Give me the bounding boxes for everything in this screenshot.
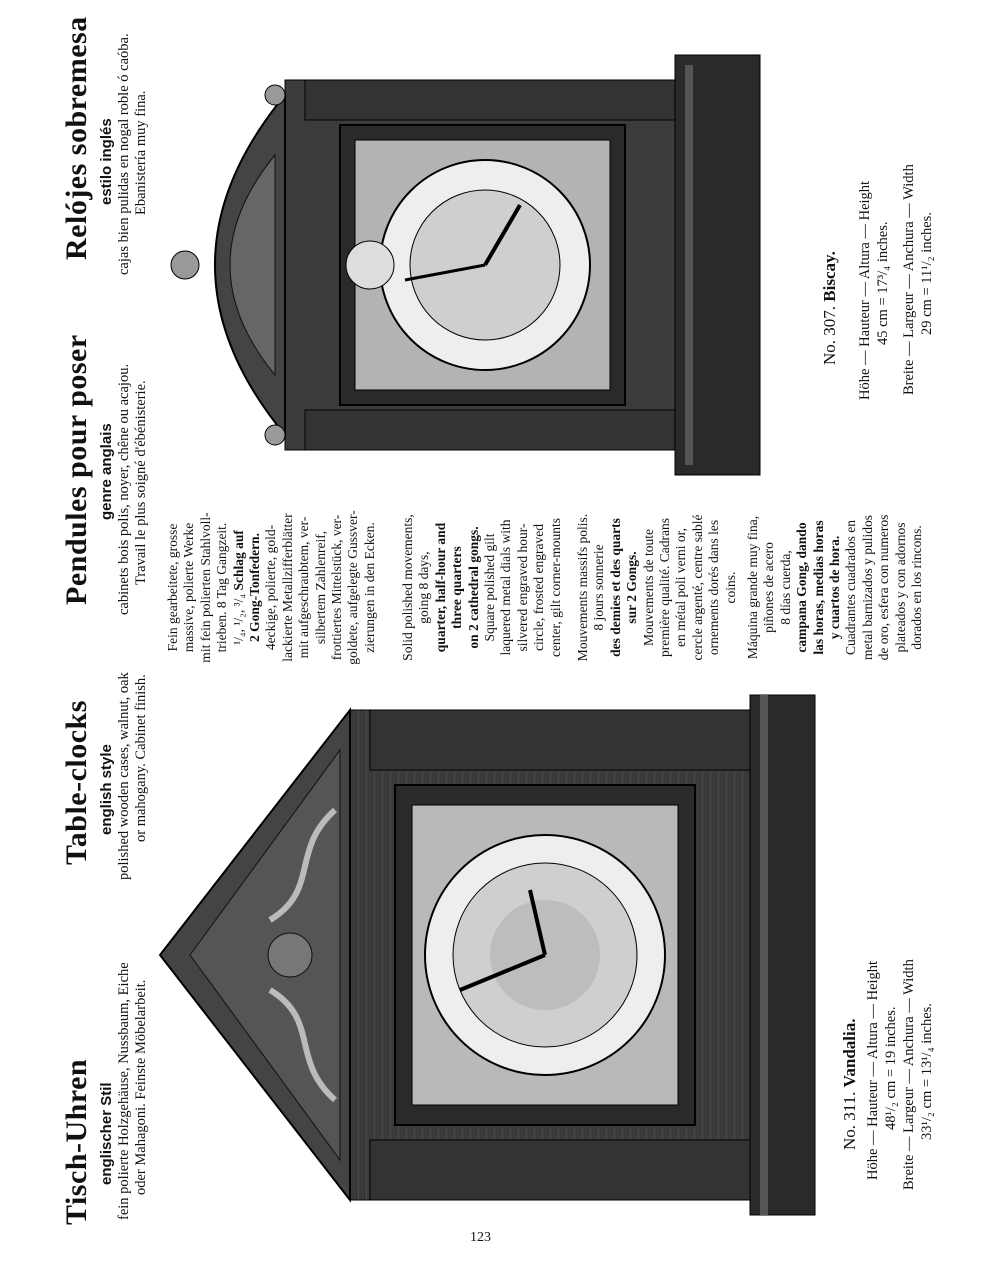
biscay-height-label: Höhe — Hauteur — Altura — Height — [857, 180, 873, 400]
spanish-line — [794, 500, 810, 675]
english-line: going 8 days, — [416, 551, 432, 624]
english-line: laquered metal dials with — [498, 519, 514, 656]
english-line: circle, frosted engraved — [531, 523, 547, 652]
biscay-height-value: 45 cm = 17³/₄ inches. — [875, 221, 891, 345]
biscay-model-line — [820, 251, 840, 365]
desc-relojes-1: cajas bien pulidas en nogal roble ó caóba. — [116, 33, 132, 275]
french-line: Mouvements massifs polis. — [575, 513, 590, 662]
german-description — [165, 500, 378, 675]
french-line: coins. — [722, 571, 738, 604]
desc-tisch-1: fein polierte Holzgehäuse, Nussbaum, Eiche — [116, 962, 132, 1220]
german-line: zierungen in den Ecken. — [361, 522, 377, 653]
spanish-line: piñones de acero — [761, 542, 777, 633]
subtitle-tisch: englischer Stil — [98, 1082, 115, 1185]
subtitle-table: english style — [98, 744, 115, 835]
spanish-line — [811, 500, 827, 675]
spanish-bold: las horas, medias horas — [810, 520, 826, 655]
french-line: 8 jours sonnerie — [591, 544, 607, 631]
english-line — [466, 500, 482, 675]
title-relojes: Relójes sobremesa — [60, 16, 93, 260]
vandalia-height-value: 48¹/₂ cm = 19 inches. — [883, 1006, 899, 1130]
english-bold: three quarters — [449, 546, 465, 629]
clock-biscay-illustration — [165, 35, 775, 495]
biscay-width-label: Breite — Largeur — Anchura — Width — [901, 164, 917, 395]
spanish-line: dorados en los rincons. — [909, 525, 925, 650]
vandalia-name: Vandalia. — [840, 1018, 859, 1088]
spanish-description — [745, 500, 925, 675]
spanish-line: plateados y con adornos — [892, 522, 908, 653]
spanish-line: de oro, esfera con numeros — [876, 514, 892, 661]
english-description — [400, 500, 564, 675]
title-table: Table-clocks — [60, 700, 93, 865]
desc-pendules-1: cabinets bois polis, noyer, chêne ou acajou. — [116, 363, 132, 615]
spanish-bold: campana Gong, dando — [794, 522, 810, 653]
spanish-line: metal barnizados y pulidos — [859, 514, 875, 661]
german-strike: Schlag auf — [230, 530, 246, 591]
german-line: massive, polierte Werke — [181, 522, 197, 653]
english-bold: on 2 cathedral gongs. — [465, 526, 481, 649]
spanish-line: Máquina grande muy fina, — [745, 515, 760, 660]
german-line: lackierte Metallzifferblätter — [279, 513, 295, 662]
french-line: ornements dorés dans les — [706, 519, 722, 656]
german-gong: 2 Gong-Tonfedern. — [247, 533, 263, 643]
desc-relojes-2: Ebanistería muy fina. — [133, 90, 149, 215]
german-line: mit aufgeschraubtem, ver- — [296, 516, 312, 659]
german-line: 4eckige, polierte, gold- — [263, 524, 279, 651]
subtitle-pendules: genre anglais — [98, 423, 115, 520]
french-line: cercle argenté, centre sablé — [689, 514, 705, 661]
subtitle-relojes: estilo inglés — [98, 118, 115, 205]
german-line: mit fein polierten Stahlvoll- — [197, 512, 213, 663]
english-line: center, gilt corner-mounts — [547, 518, 563, 658]
german-line: Fein gearbeitete, grosse — [165, 523, 180, 652]
desc-pendules-2: Travail le plus soigné d'ébénisterie. — [133, 380, 149, 585]
german-line: silbertem Zahlenreif, — [312, 530, 328, 645]
spanish-bold: y cuartos de hora. — [827, 535, 843, 640]
vandalia-width-label: Breite — Largeur — Anchura — Width — [901, 959, 917, 1190]
german-line: frottiertes Mittelstück, ver- — [329, 514, 345, 661]
spanish-line: Cuadrantes cuadrados en — [843, 520, 859, 655]
english-line: Square polished gilt — [482, 533, 498, 642]
vandalia-height-label: Höhe — Hauteur — Altura — Height — [865, 960, 881, 1180]
french-line — [608, 500, 624, 675]
french-description — [575, 500, 739, 675]
title-tisch: Tisch-Uhren — [60, 1058, 93, 1225]
desc-table-1: polished wooden cases, walnut, oak — [116, 672, 132, 880]
english-line: silvered engraved hour- — [514, 523, 530, 652]
page-number: 123 — [470, 1230, 491, 1245]
english-bold: quarter, half-hour and — [432, 522, 448, 653]
english-line — [433, 500, 449, 675]
spanish-line — [827, 500, 843, 675]
vandalia-model-number: No. 311. — [840, 1091, 859, 1150]
french-line — [624, 500, 640, 675]
spanish-line: 8 días cuerda, — [777, 550, 793, 625]
german-line — [247, 500, 263, 675]
biscay-name: Biscay. — [820, 251, 839, 302]
english-line — [449, 500, 465, 675]
desc-table-2: or mahogany. Cabinet finish. — [133, 674, 149, 842]
french-bold: sur 2 Gongs. — [624, 551, 640, 624]
french-line: Mouvements de toute — [640, 529, 656, 646]
german-line: trieben. 8 Tag Gangzeit. — [214, 522, 230, 653]
german-line: goldete, aufgelegte Gussver- — [345, 510, 361, 665]
french-line: en métal poli verni or, — [673, 527, 689, 648]
vandalia-width-value: 33¹/₂ cm = 13¹/₄ inches. — [919, 1003, 935, 1140]
french-bold: des demies et des quarts — [607, 518, 623, 657]
biscay-model-number: No. 307. — [820, 305, 839, 365]
english-line: Solid polished movements, — [400, 514, 415, 661]
clock-vandalia-illustration — [150, 680, 850, 1220]
vandalia-model-line — [840, 1019, 860, 1150]
german-line — [231, 500, 247, 675]
german-fraction: ¹/₄, ¹/₂, ³/₄ — [230, 593, 246, 645]
french-line: première qualité. Cadrans — [657, 517, 673, 658]
title-pendules: Pendules pour poser — [60, 334, 93, 605]
biscay-width-value: 29 cm = 11¹/₂ inches. — [919, 212, 935, 335]
desc-tisch-2: oder Mahagoni. Feinste Möbelarbeit. — [133, 979, 149, 1195]
